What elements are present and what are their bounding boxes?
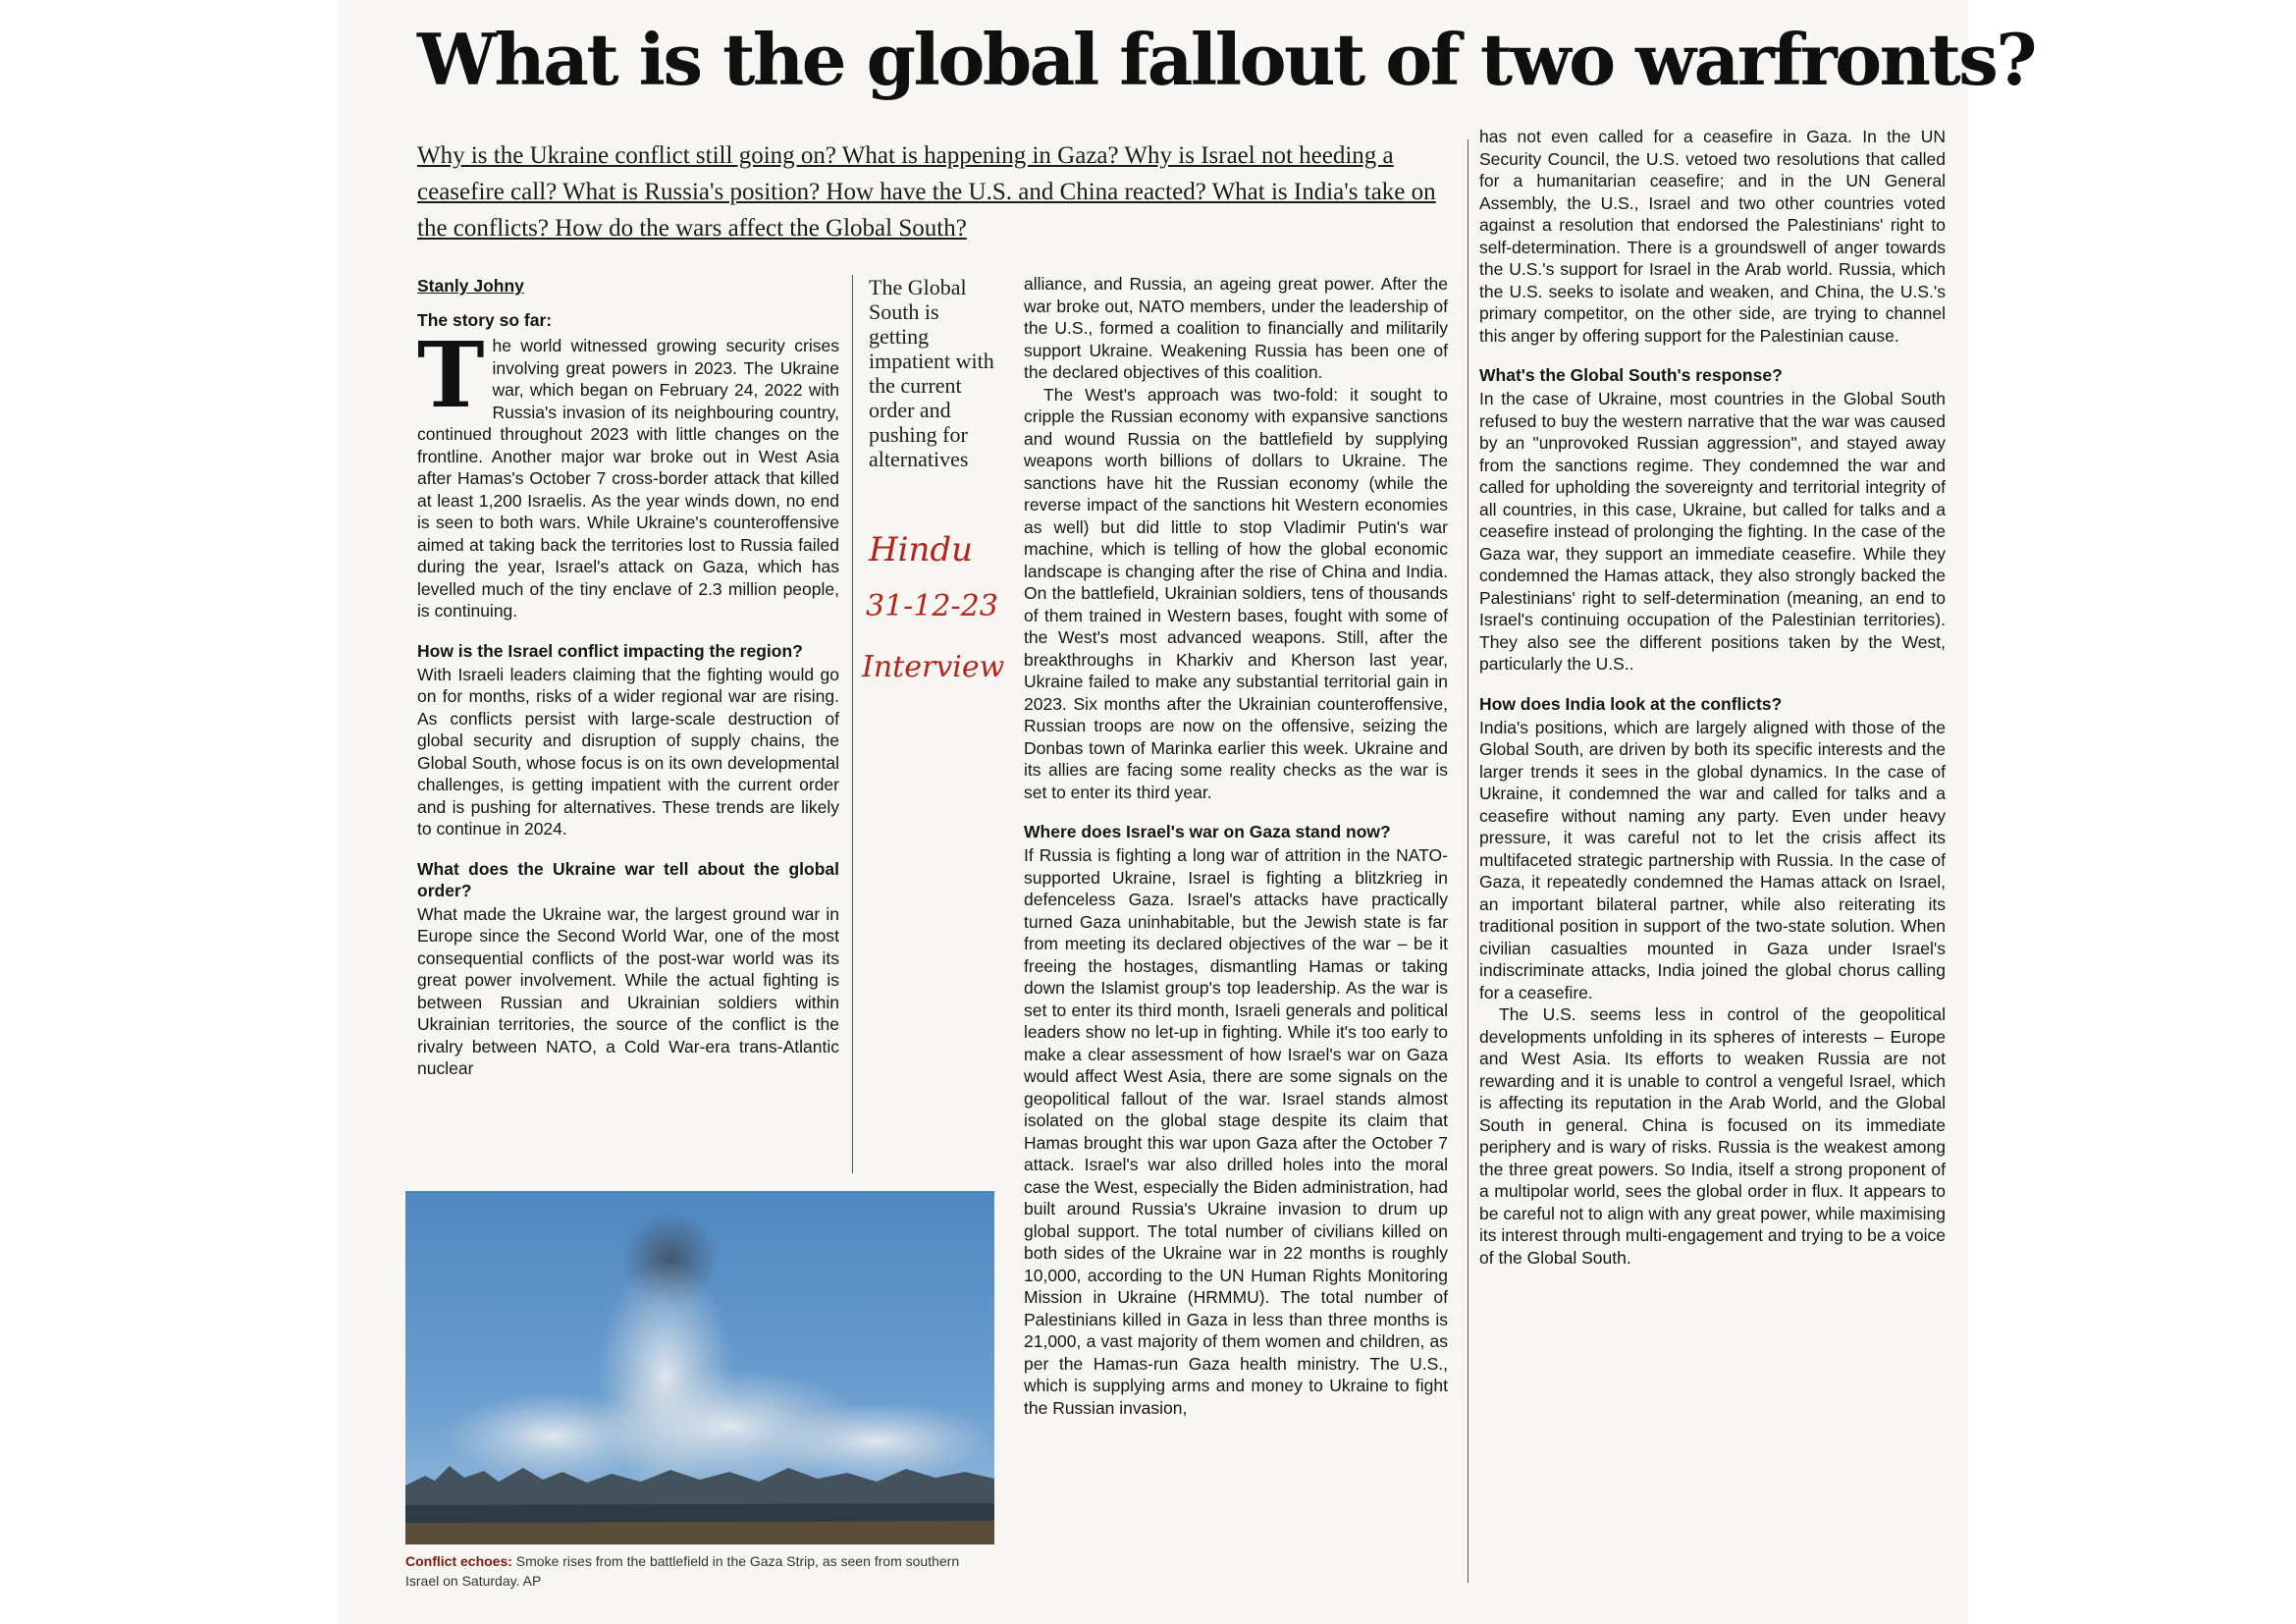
handwritten-note: Interview [862, 650, 1005, 684]
paragraph-ukraine-order: What made the Ukraine war, the largest ground war in Europe since the Second World War, one of the most consequential conflicts of the post-war world was its great power involvement. While the actual fighting is between Russian and Ukrainian soldiers within Ukrainian territories, the source of the conflict is the rivalry between NATO, a Cold War-era trans-Atlantic nuclear [417, 903, 839, 1078]
story-label: The story so far: [417, 309, 553, 330]
subhead-global-south: What's the Global South's response? [1479, 365, 1783, 385]
subhead-india: How does India look at the conflicts? [1479, 693, 1783, 714]
news-photo [405, 1191, 994, 1544]
column-one [417, 275, 839, 1080]
paragraph-conclusion: The U.S. seems less in control of the geopolitical developments unfolding in its spheres of interests – Europe and West Asia. Its efforts to weaken Russia are not rewarding and it is unable to control a vengeful Israel, which is affecting its reputation in the Arab World, and the Global South in general. China is focused on its immediate periphery and is wary of risks. Russia is the weakest among the three great powers. So India, itself a strong proponent of a multipolar world, sees the global order in flux. It appears to be careful not to align with any great power, while maximising its interest through multi-engagement and trying to be a voice of the Global South. [1479, 1004, 1946, 1268]
subhead-ukraine-order: What does the Ukraine war tell about the global order? [417, 858, 839, 900]
column-rule [852, 275, 853, 1173]
column-two [1024, 273, 1448, 1419]
column-three [1479, 126, 1946, 1269]
subhead-israel-impact: How is the Israel conflict impacting the region? [417, 640, 803, 661]
deck-summary: Why is the Ukraine conflict still going on? What is happening in Gaza? Why is Israel not heeding a ceasefire call? What is Russia's position? How have the U.S. and China reacted? What is India's take on the conflicts? How do the wars affect the Global South? [417, 142, 1436, 242]
handwritten-date: 31-12-23 [866, 589, 998, 623]
drop-cap: T [417, 322, 485, 428]
headline: What is the global fallout of two warfronts? [417, 18, 2035, 101]
paragraph-un-ceasefire: has not even called for a ceasefire in Gaza. In the UN Security Council, the U.S. vetoed two resolutions that called for a humanitarian ceasefire; and in the UN General Assembly, the U.S., Israel and two other countries voted against a resolution that endorsed the Palestinians' right to self-determination. There is a groundswell of anger towards the U.S.'s support for Israel in the Arab world. Russia, which the U.S. seeks to isolate and weaken, and China, the U.S.'s primary competitor, on the other side, are trying to channel this anger by offering support for the Palestinian cause. [1479, 127, 1946, 346]
handwritten-source: Hindu [869, 530, 974, 569]
subhead-gaza-war: Where does Israel's war on Gaza stand now? [1024, 822, 1391, 841]
caption-credit: AP [522, 1573, 542, 1589]
paragraph-gaza-war: If Russia is fighting a long war of attrition in the NATO-supported Ukraine, Israel is fighting a blitzkrieg in defenceless Gaza. Israel's attacks have practically turned Gaza uninhabitable, but the Jewish state is far from meeting its declared objectives of the war – be it freeing the hostages, dismantling Hamas or taking down the Islamist group's top leadership. As the war is set to enter its third month, Israeli generals and political leaders show no let-up in fighting. While it's too early to make a clear assessment of how Israel's war on Gaza would affect West Asia, there are some signals on the geopolitical fallout of the war. Israel stands almost isolated on the global stage despite its claim that Hamas brought this war upon Gaza after the October 7 attack. Israel's war also drilled holes into the moral case the West, especially the Biden administration, had built around Russia's Ukraine invasion to drum up global support. The total number of civilians killed on both sides of the Ukraine war in 22 months is roughly 10,000, according to the UN Human Rights Monitoring Mission in Ukraine (HRMMU). The total number of Palestinians killed in Gaza in less than three months is 21,000, a vast majority of them women and children, as per the Hamas-run Gaza health ministry. The U.S., which is supplying arms and money to Ukraine to fight the Russian invasion, [1024, 845, 1448, 1418]
caption-text: Smoke rises from the battlefield in the Gaza Strip, as seen from southern Israel on Saturday. [405, 1553, 960, 1589]
paragraph-india: India's positions, which are largely aligned with those of the Global South, are driven by both its specific interests and the larger trends it sees in the global dynamics. In the case of Ukraine, it condemned the war and called for talks and a ceasefire without naming any party. Even under heavy pressure, it was careful not to let the crisis affect its multifaceted strategic partnership with Russia. In the case of Gaza, it repeatedly condemned the Hamas attack on Israel, an important bilateral partner, while also reiterating its traditional position in support of the two-state solution. When civilian casualties mounted in Gaza under Israel's indiscriminate attacks, India joined the global chorus calling for a ceasefire. [1479, 717, 1946, 1002]
paragraph-west-approach: The West's approach was two-fold: it sought to cripple the Russian economy with expansive sanctions and wound Russia on the battlefield by supplying weapons worth billions of dollars to Ukraine. The sanctions have hit the Russian economy (while the reverse impact of the sanctions hit Western economies as well) but did little to stop Vladimir Putin's war machine, which is telling of how the global economic landscape is changing after the rise of China and India. On the battlefield, Ukrainian soldiers, tens of thousands of them trained in Western bases, fought with some of the West's most advanced weapons. Still, after the breakthroughs in Kharkiv and Kherson last year, Ukraine failed to make any substantial territorial gain in 2023. Six months after the Ukrainian counteroffensive, Russian troops are now on the offensive, seizing the Donbas town of Marinka earlier this week. Ukraine and its allies are facing some reality checks as the war is set to enter its third year. [1024, 384, 1448, 802]
byline: Stanly Johny [417, 276, 524, 296]
paragraph-nato-alliance: alliance, and Russia, an ageing great power. After the war broke out, NATO members, under the leadership of the U.S., formed a coalition to financially and militarily support Ukraine. Weakening Russia has been one of the declared objectives of this coalition. [1024, 274, 1448, 382]
caption-label: Conflict echoes: [405, 1553, 512, 1569]
pull-quote: The Global South is getting impatient with the current order and pushing for alternatives [869, 275, 994, 471]
paragraph-global-south: In the case of Ukraine, most countries in the Global South refused to buy the western narrative that the war was caused by an "unprovoked Russian aggression", and stayed away from the sanctions regime. They condemned the war and called for upholding the sovereignty and territorial integrity of all countries, in this case, Ukraine, but called for talks and a ceasefire instead of prolonging the fighting. In the case of the Gaza war, they support an immediate ceasefire. While they condemned the Hamas attack, they also strongly backed the Palestinians' right to self-determination (meaning, an end to Israel's continuing occupation of the Palestinian territories). They also see the different positions taken by the West, particularly the U.S.. [1479, 389, 1946, 674]
paragraph-israel-impact: With Israeli leaders claiming that the fighting would go on for months, risks of a wider regional war are rising. As conflicts persist with large-scale destruction of global security and disruption of supply chains, the Global South, whose focus is on its own developmental challenges, is getting impatient with the current order and is pushing for alternatives. These trends are likely to continue in 2024. [417, 664, 839, 839]
photo-caption [405, 1551, 994, 1591]
intro-paragraph: he world witnessed growing security crises involving great powers in 2023. The Ukraine war, which began on February 24, 2022 with Russia's invasion of its neighbouring country, continued throughout 2023 with little changes on the frontline. Another major war broke out in West Asia after Hamas's October 7 cross-border attack that killed at least 1,200 Israelis. As the year winds down, no end is seen to both wars. While Ukraine's counteroffensive aimed at taking back the territories lost to Russia failed during the year, Israel's attack on Gaza, which has levelled much of the tiny enclave of 2.3 million people, is continuing. [417, 336, 839, 621]
